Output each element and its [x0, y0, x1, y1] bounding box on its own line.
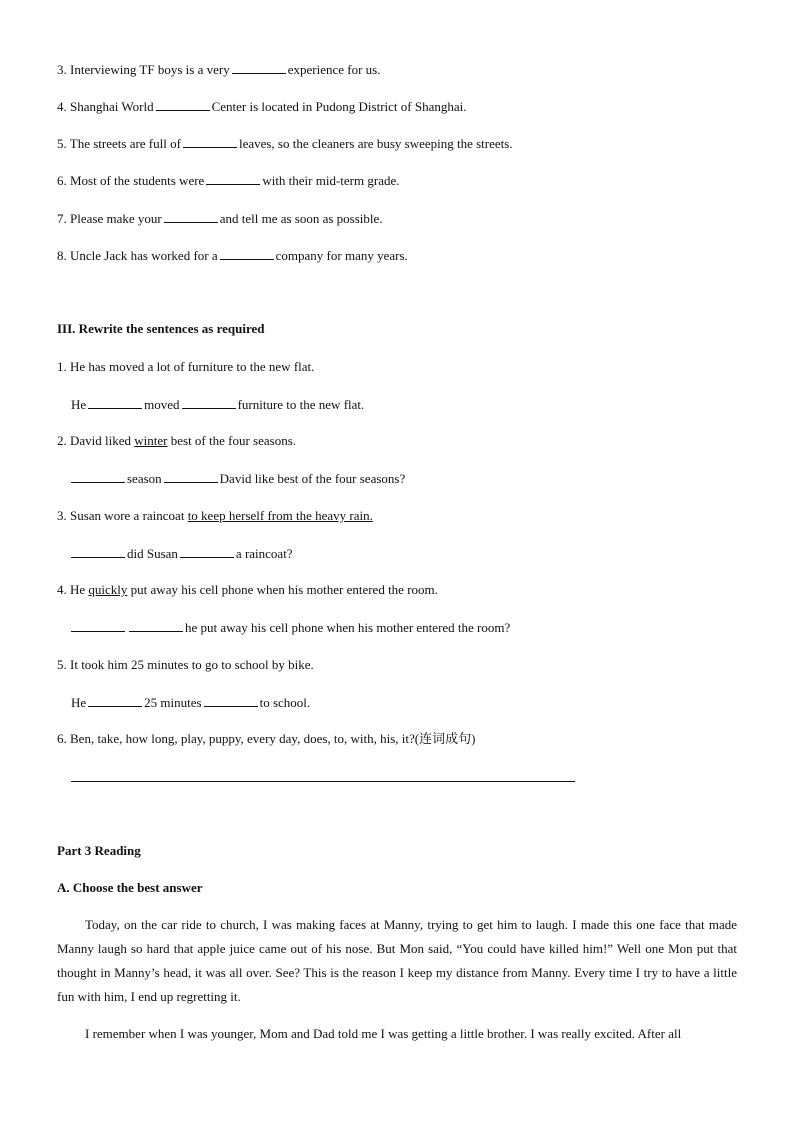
rewrite-question-6: 6. Ben, take, how long, play, puppy, every day, does, to, with, his, it?(连词成句) — [57, 731, 476, 746]
rewrite-question-4: 4. He quickly put away his cell phone when his mother entered the room. — [57, 582, 438, 597]
vocab-item-7: 7. Please make your and tell me as soon as possible. — [57, 211, 383, 226]
answer-blank[interactable] — [204, 694, 258, 707]
answer-blank[interactable] — [180, 545, 234, 558]
vocab-item-3: 3. Interviewing TF boys is a very experience for us. — [57, 62, 381, 77]
rewrite-question-1: 1. He has moved a lot of furniture to the new flat. — [57, 359, 315, 374]
reading-paragraph-2: I remember when I was younger, Mom and Dad told me I was getting a little brother. I was really excited. After all — [85, 1026, 682, 1041]
rewrite-question-3: 3. Susan wore a raincoat to keep herself from the heavy rain. — [57, 508, 373, 523]
answer-blank[interactable] — [71, 619, 125, 632]
rewrite-answer-2: season David like best of the four seasons? — [71, 470, 405, 487]
vocab-item-5: 5. The streets are full of leaves, so the cleaners are busy sweeping the streets. — [57, 136, 513, 151]
rewrite-answer-1: He moved furniture to the new flat. — [71, 397, 365, 412]
answer-blank[interactable] — [88, 694, 142, 707]
answer-blank[interactable] — [129, 619, 183, 632]
vocab-item-4: 4. Shanghai World Center is located in Pudong District of Shanghai. — [57, 99, 467, 114]
rewrite-answer-3: did Susan a raincoat? — [71, 545, 293, 562]
vocab-item-6: 6. Most of the students were with their mid-term grade. — [57, 173, 400, 188]
answer-blank[interactable] — [88, 396, 142, 409]
answer-line[interactable] — [71, 781, 575, 782]
answer-blank[interactable] — [164, 470, 218, 483]
answer-blank[interactable] — [232, 61, 286, 74]
answer-blank[interactable] — [71, 545, 125, 558]
vocab-item-8: 8. Uncle Jack has worked for a company for many years. — [57, 248, 408, 263]
rewrite-question-2: 2. David liked winter best of the four seasons. — [57, 433, 297, 448]
section-heading: III. Rewrite the sentences as required — [57, 321, 265, 336]
answer-blank[interactable] — [156, 98, 210, 111]
subsection-heading: A. Choose the best answer — [57, 880, 203, 895]
answer-blank[interactable] — [164, 210, 218, 223]
answer-blank[interactable] — [182, 396, 236, 409]
reading-paragraph-1: Today, on the car ride to church, I was making faces at Manny, trying to get him to laugh. I made this one face that made Manny laugh so hard that apple juice came out of his nose. But Mon said, “You could have killed him!” Well one Mon put that thought in Manny’s head, it was all over. See? This is the reason I keep my distance from Manny. Every time I try to have a little fun with him, I end up regretting it. — [57, 917, 737, 1004]
answer-blank[interactable] — [206, 172, 260, 185]
rewrite-question-5: 5. It took him 25 minutes to go to school by bike. — [57, 657, 314, 672]
answer-blank[interactable] — [183, 135, 237, 148]
part-heading: Part 3 Reading — [57, 843, 141, 858]
rewrite-answer-5: He 25 minutes to school. — [71, 695, 311, 710]
rewrite-answer-4: he put away his cell phone when his mother entered the room? — [71, 619, 510, 636]
answer-blank[interactable] — [220, 247, 274, 260]
answer-blank[interactable] — [71, 470, 125, 483]
